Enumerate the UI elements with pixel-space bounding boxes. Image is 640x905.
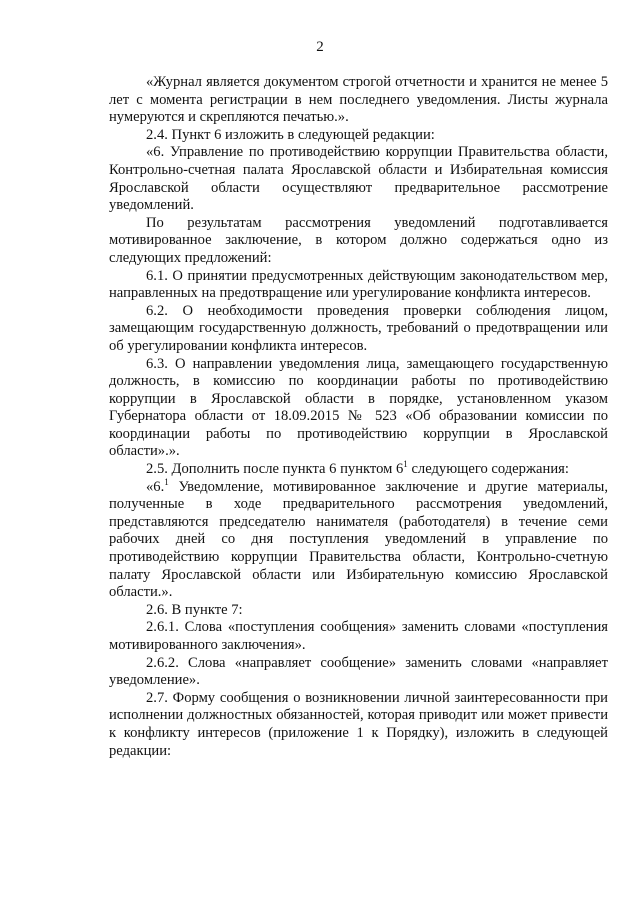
paragraph-clause-6-1-sup xyxy=(109,476,608,602)
paragraph-review-results: По результатам рассмотрения уведомлений подготавливается мотивированное заключение, в котором должно содержаться одно из следующих предложений: xyxy=(109,214,608,266)
paragraph-2-5-tail: следующего содержания: xyxy=(407,461,569,478)
paragraph-6-2: 6.2. О необходимости проведения проверки соблюдения лицом, замещающим государственную должность, требований о предотвращении или об урегулировании конфликта интересов. xyxy=(109,302,608,354)
paragraph-2-6-2: 2.6.2. Слова «направляет сообщение» заменить словами «направляет уведомление». xyxy=(109,654,608,689)
superscript-marker: 1 xyxy=(403,459,408,470)
document-body xyxy=(109,74,608,760)
paragraph-2-4: 2.4. Пункт 6 изложить в следующей редакции: xyxy=(146,126,435,143)
paragraph-6-3: 6.3. О направлении уведомления лица, замещающего государственную должность, в комиссию по координации работы по противодействию коррупции в Ярославской области в порядке, установленном указом Губернатора области от 18.09.2015 № 523 «Об образовании комиссии по координации работы по противодействию коррупции в Ярославской области».». xyxy=(109,355,608,460)
clause-number: «6. xyxy=(146,478,165,495)
paragraph-2-6-1: 2.6.1. Слова «поступления сообщения» заменить словами «поступления мотивированного заключения». xyxy=(109,619,608,653)
paragraph-6-1: 6.1. О принятии предусмотренных действующим законодательством мер, направленных на предотвращение или урегулирование конфликта интересов. xyxy=(109,267,608,302)
paragraph-2-5-text: 2.5. Дополнить после пункта 6 пунктом 6 xyxy=(146,461,404,478)
superscript-marker: 1 xyxy=(164,476,169,487)
paragraph-journal-clause: «Журнал является документом строгой отчетности и хранится не менее 5 лет с момента регистрации в нем последнего уведомления. Листы журнала нумеруются и скрепляются печатью.». xyxy=(109,74,608,126)
clause-text: Уведомление, мотивированное заключение и другие материалы, полученные в ходе предварительного рассмотрения уведомлений, представляются председателю нанимателя (работодателя) в течение семи рабочих дней со дня поступления уведомлений в управление по противодействию коррупции Правительства области, Контрольно-счетную палату Ярославской области или Избирательную комиссию Ярославской области.». xyxy=(109,478,608,601)
paragraph-clause-6: «6. Управление по противодействию коррупции Правительства области, Контрольно-счетная палата Ярославской области и Избирательная комиссия Ярославской области осуществляют предварительное рассмотрение уведомлений. xyxy=(109,144,608,214)
paragraph-2-6: 2.6. В пункте 7: xyxy=(146,601,243,618)
page-number: 2 xyxy=(316,39,324,55)
paragraph-2-7: 2.7. Форму сообщения о возникновении личной заинтересованности при исполнении должностных обязанностей, которая приводит или может привести к конфликту интересов (приложение 1 к Порядку), изложить в следующей редакции: xyxy=(109,689,608,759)
paragraph-2-5 xyxy=(109,461,608,479)
